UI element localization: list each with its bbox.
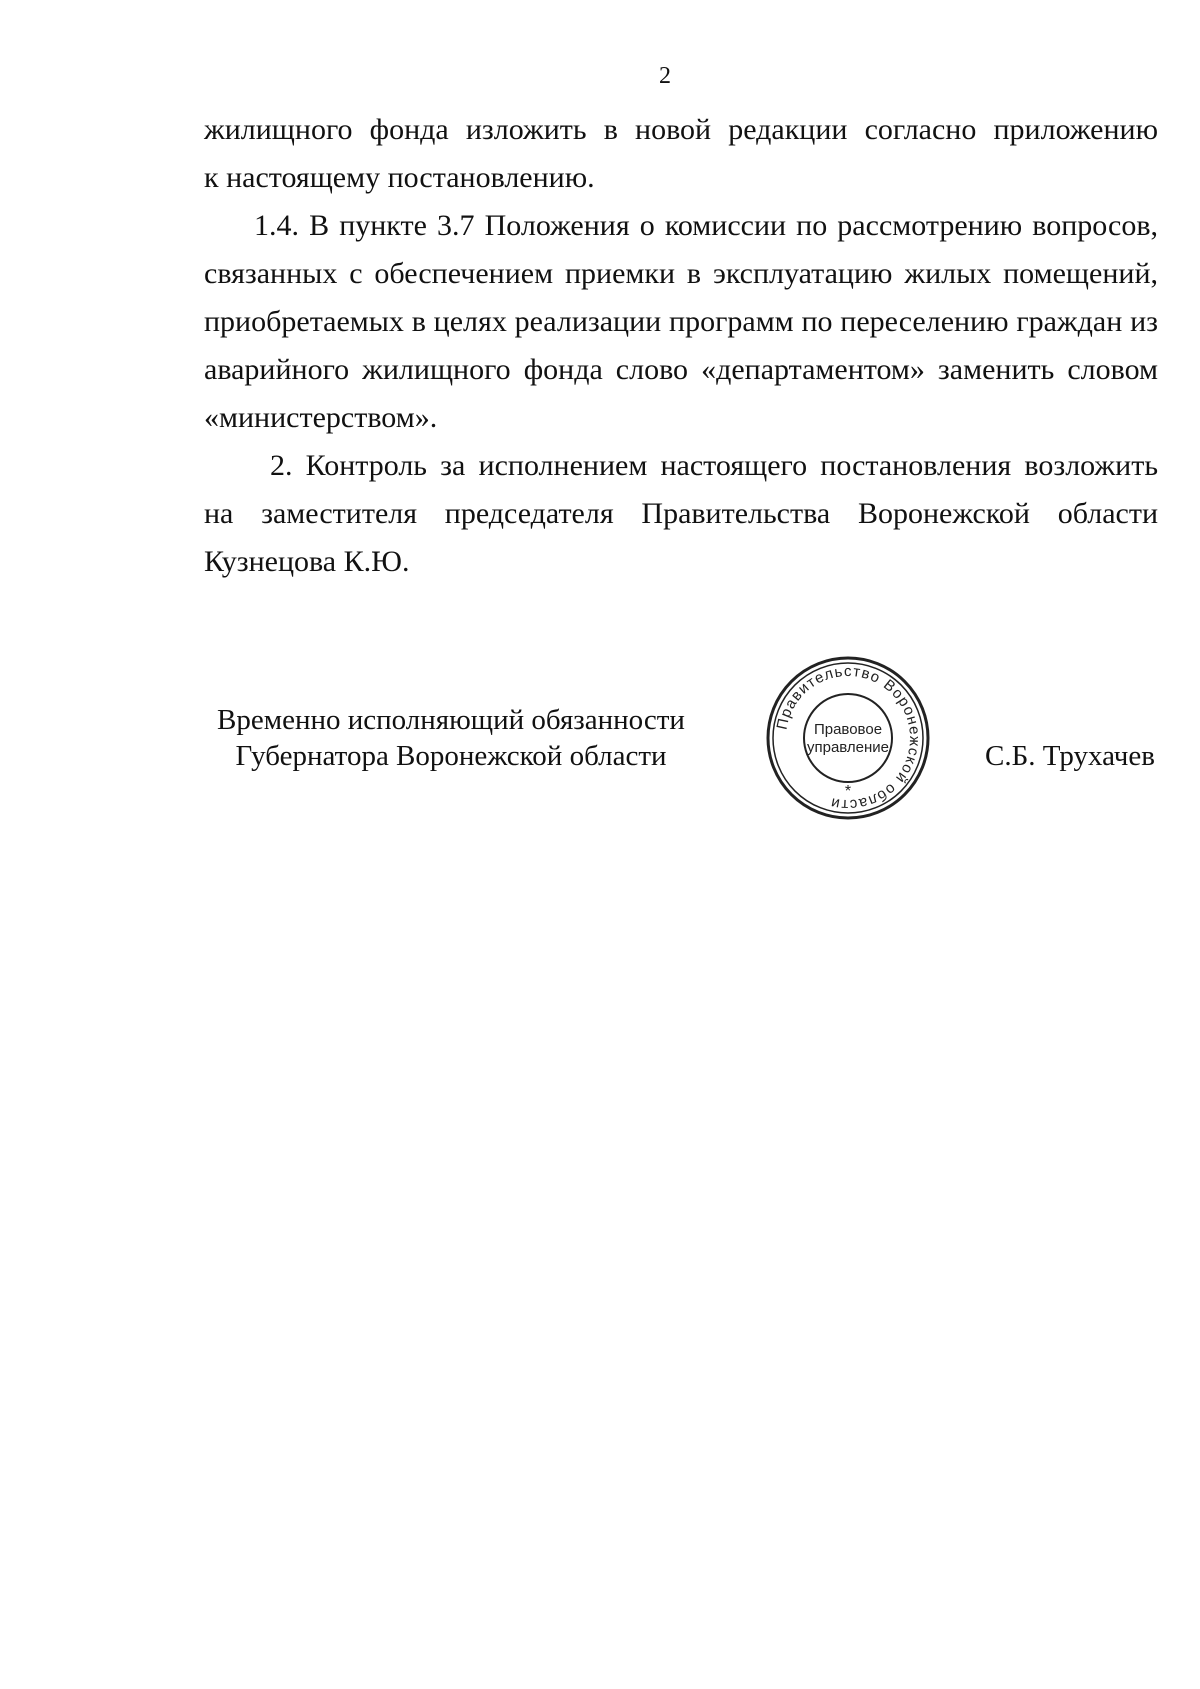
page-number: 2 — [659, 63, 671, 89]
paragraph-2-line-4: аварийного жилищного фонда слово «департаментом» заменить словом — [204, 353, 1158, 386]
stamp-star: * — [844, 783, 852, 800]
paragraph-2-line-2: связанных с обеспечением приемки в эксплуатацию жилых помещений, — [204, 257, 1158, 290]
paragraph-2-line-3: приобретаемых в целях реализации программ по переселению граждан из — [204, 305, 1158, 338]
signatory-position — [186, 702, 716, 774]
signatory-name: С.Б. Трухачев — [985, 740, 1155, 772]
official-stamp — [762, 652, 934, 824]
paragraph-3-line-3: Кузнецова К.Ю. — [204, 545, 410, 578]
paragraph-2-line-5: «министерством». — [204, 401, 438, 434]
paragraph-3-line-1: 2. Контроль за исполнением настоящего постановления возложить — [270, 449, 1158, 482]
signatory-position-line-2: Губернатора Воронежской области — [235, 740, 667, 772]
paragraph-1-line-1: жилищного фонда изложить в новой редакции согласно приложению — [204, 113, 1158, 146]
document-body — [204, 106, 1158, 586]
signatory-position-line-1: Временно исполняющий обязанности — [217, 704, 685, 736]
stamp-ring-text: Правительство Воронежской области — [773, 662, 924, 814]
paragraph-3-line-2: на заместителя председателя Правительства Воронежской области — [204, 497, 1158, 530]
paragraph-2-line-1: 1.4. В пункте 3.7 Положения о комиссии по рассмотрению вопросов, — [254, 209, 1158, 242]
paragraph-1-line-2: к настоящему постановлению. — [204, 161, 595, 194]
stamp-center-line-2: управление — [806, 739, 890, 756]
stamp-center-line-1: Правовое — [813, 721, 883, 738]
